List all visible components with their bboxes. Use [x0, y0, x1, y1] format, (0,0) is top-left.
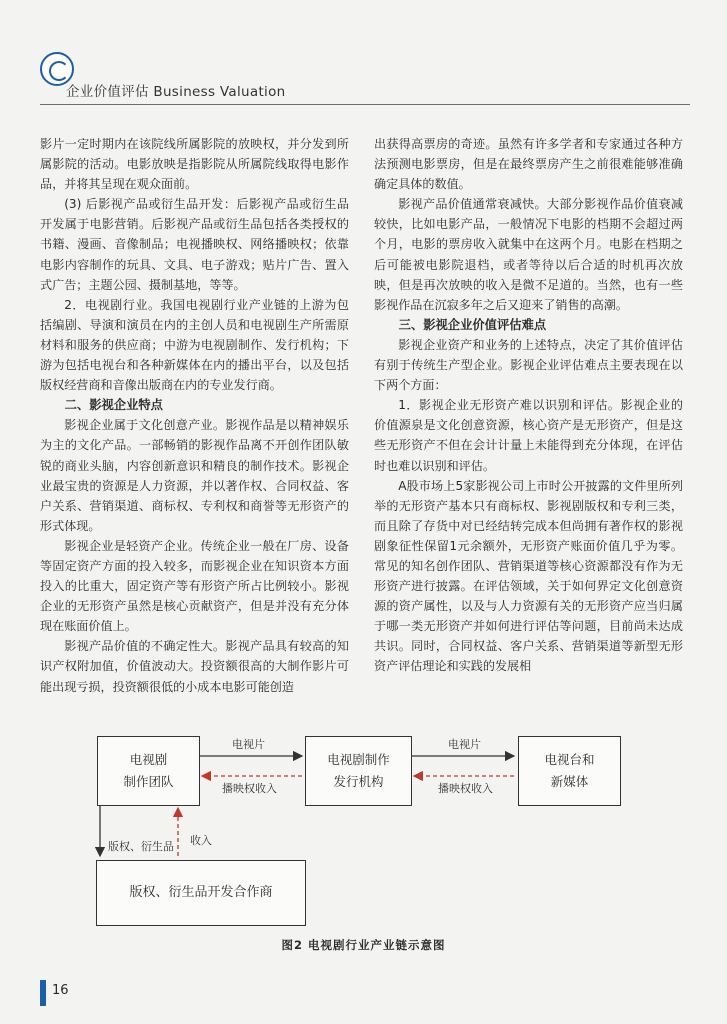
label-income: 收入 [190, 834, 212, 847]
paragraph: (3) 后影视产品或衍生品开发：后影视产品或衍生品开发属于电影营销。后影视产品或衍生品包括各类授权的书籍、漫画、音像制品；电视播映权、网络播映权；依靠电影内容制作的玩具、文具、电子游戏；贴片广告、置入式广告；主题公园、摄制基地，等等。 [40, 197, 349, 292]
section-heading: 三、影视企业价值评估难点 [398, 317, 547, 332]
paragraph: 影视产品价值通常衰减快。大部分影视作品价值衰减较快，比如电影产品，一般情况下电影的档期不会超过两个月，电影的票房收入就集中在这两个月。电影在档期之后可能被电影院退档，或者等待以后合适的时机再次放映，但是再次放映的收入是微不足道的。当然，也有一些影视作品在沉寂多年之后又迎来了销售的高潮。 [374, 197, 683, 312]
section-heading: 二、影视企业特点 [64, 398, 163, 413]
left-column [40, 134, 349, 697]
paragraph: A股市场上5家影视公司上市时公开披露的文件里所列举的无形资产基本只有商标权、影视剧版权和专利三类，而且除了存货中对已经结转完成本但尚拥有著作权的影视剧象征性保留1元余额外，无形资产账面价值几乎为零。常见的知名创作团队、营销渠道等核心资源都没有作为无形资产进行披露。在评估领域，关于如何界定文化创意资源的资产属性，以及与人力资源有关的无形资产应当归属于哪一类无形资产并如何进行评估等问题，目前尚未达成共识。同时，合同权益、客户关系、营销渠道等新型无形资产评估理论和实践的发展相 [374, 478, 683, 674]
page-number: 16 [52, 983, 69, 998]
box-tv-new-media: 电视台和 新媒体 [518, 736, 621, 806]
paragraph: 影片一定时期内在该院线所属影院的放映权，并分发到所属影院的活动。电影放映是指影院从所属院线取得电影作品，并将其呈现在观众面前。 [40, 137, 349, 192]
paragraph: 影视产品价值的不确定性大。影视产品具有较高的知识产权附加值，价值波动大。投资额很高的大制作影片可能出现亏损，投资额很低的小成本电影可能创造 [40, 639, 349, 694]
paragraph: 1．影视企业无形资产难以识别和评估。影视企业的价值源泉是文化创意资源，核心资产是无形资产，但是这些无形资产不但在会计计量上未能得到充分体现，在评估时也难以识别和评估。 [374, 398, 683, 473]
section-title: 企业价值评估 Business Valuation [66, 84, 286, 100]
page-number-bar [40, 980, 46, 1006]
label-rights-income-2: 播映权收入 [438, 782, 493, 795]
box-production-team: 电视剧 制作团队 [97, 736, 200, 806]
label-rights-income-1: 播映权收入 [222, 782, 277, 795]
paragraph: 出获得高票房的奇迹。虽然有许多学者和专家通过各种方法预测电影票房，但是在最终票房产生之前很难能够准确确定具体的数值。 [374, 137, 683, 192]
label-copyright-derivatives: 版权、衍生品 [108, 840, 174, 853]
label-show-1: 电视片 [232, 738, 265, 751]
paragraph: 2．电视剧行业。我国电视剧行业产业链的上游为包括编剧、导演和演员在内的主创人员和电视剧生产所需原材料和服务的供应商；中游为电视剧制作、发行机构；下游为包括电视台和各种新媒体在内的播出平台，以及包括版权经营商和音像出版商在内的专业发行商。 [40, 297, 349, 393]
page-header [0, 0, 727, 115]
paragraph: 影视企业资产和业务的上述特点，决定了其价值评估有别于传统生产型企业。影视企业评估难点主要表现在以下两个方面： [374, 337, 683, 393]
figure-caption: 图2 电视剧行业产业链示意图 [281, 938, 446, 952]
label-show-2: 电视片 [448, 738, 481, 751]
industry-chain-diagram [0, 720, 727, 960]
box-distributor: 电视剧制作 发行机构 [305, 736, 412, 806]
paragraph: 影视企业是轻资产企业。传统企业一般在厂房、设备等固定资产方面的投入较多，而影视企业在知识资本方面投入的比重大，固定资产等有形资产所占比例较小。影视企业的无形资产虽然是核心贡献资产，但是并没有充分体现在账面价值上。 [40, 538, 349, 634]
box-copyright-partner: 版权、衍生品开发合作商 [96, 860, 306, 926]
right-column [374, 134, 683, 677]
paragraph: 影视企业属于文化创意产业。影视作品是以精神娱乐为主的文化产品。一部畅销的影视作品离不开创作团队敏锐的商业头脑，内容创新意识和精良的制作技术。影视企业最宝贵的资源是人力资源，并以著作权、合同权益、客户关系、营销渠道、商标权、专利权和商誉等无形资产的形式体现。 [40, 418, 349, 533]
header-divider [40, 104, 690, 105]
